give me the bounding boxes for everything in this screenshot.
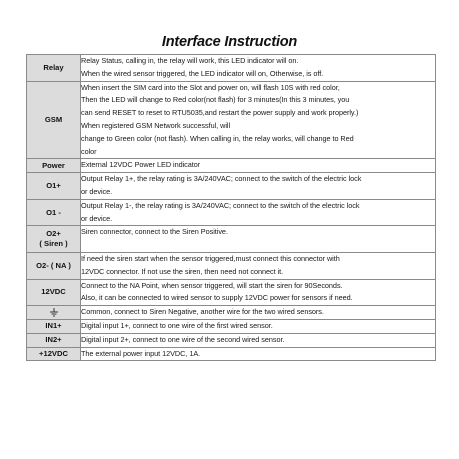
desc-line: Digital input 1+, connect to one wire of the first wired sensor. — [81, 320, 273, 330]
table-row — [27, 55, 436, 82]
label-line: O1+ — [46, 180, 61, 190]
label-line: IN1+ — [45, 321, 62, 331]
desc-line: When the wired sensor triggered, the LED indicator will on, Otherwise, is off. — [81, 68, 324, 78]
table-row — [27, 306, 436, 320]
table-row — [27, 252, 436, 279]
row-label-ground — [27, 306, 81, 320]
label-line: O2- ( NA ) — [36, 260, 71, 270]
row-label-12vdc — [27, 279, 81, 306]
row-desc-12vdc — [81, 279, 436, 306]
label-line: +12VDC — [39, 348, 68, 358]
row-label-power — [27, 159, 81, 173]
row-label-o1-minus — [27, 199, 81, 226]
row-label-in1-plus — [27, 319, 81, 333]
table-row — [27, 347, 436, 361]
table-row — [27, 173, 436, 200]
table-row — [27, 81, 436, 159]
desc-line: If need the siren start when the sensor triggered,must connect this connector with — [81, 253, 340, 263]
row-desc-relay — [81, 55, 436, 82]
row-label-o2-minus — [27, 252, 81, 279]
desc-line: External 12VDC Power LED indicator — [81, 160, 201, 170]
ground-symbol-icon — [49, 308, 59, 317]
table-row — [27, 319, 436, 333]
desc-line: change to Green color (not flash). When calling in, the relay works, will change to Red — [81, 133, 354, 143]
desc-line: Output Relay 1-, the relay rating is 3A/240VAC; connect to the switch of the electric lock — [81, 200, 360, 210]
label-line: O1 - — [46, 207, 61, 217]
row-desc-o1-plus — [81, 173, 436, 200]
label-line: Power — [42, 160, 65, 170]
desc-line: Then the LED will change to Red color(not flash) for 3 minutes(In this 3 minutes, you — [81, 95, 350, 105]
label-line: ( Siren ) — [39, 239, 68, 249]
interface-table-body — [27, 55, 436, 361]
desc-line: 12VDC connector. If not use the siren, then need not connect it. — [81, 266, 284, 276]
page-title: Interface Instruction — [161, 34, 298, 50]
desc-line — [81, 239, 435, 252]
desc-line: The external power input 12VDC, 1A. — [81, 348, 201, 358]
row-label-o1-plus — [27, 173, 81, 200]
desc-line: Relay Status, calling in, the relay will work, this LED indicator will on. — [81, 56, 299, 65]
desc-line: Siren connector, connect to the Siren Positive. — [81, 227, 228, 237]
desc-line: When insert the SIM card into the Slot and power on, will flash 10S with red color, — [81, 82, 340, 92]
table-row — [27, 199, 436, 226]
table-row — [27, 159, 436, 173]
label-line: IN2+ — [45, 335, 62, 345]
row-label-plus-12vdc — [27, 347, 81, 361]
row-desc-power — [81, 159, 436, 173]
label-line: O2+ — [46, 229, 61, 239]
table-row — [27, 333, 436, 347]
row-desc-gsm — [81, 81, 436, 159]
label-line: Relay — [43, 62, 64, 72]
row-desc-in1-plus — [81, 319, 436, 333]
row-label-o2-plus — [27, 226, 81, 253]
desc-line: Connect to the NA Point, when sensor triggered, will start the siren for 90Seconds. — [81, 280, 343, 290]
row-desc-plus-12vdc — [81, 347, 436, 361]
label-line: 12VDC — [41, 287, 66, 297]
row-desc-o2-plus — [81, 226, 436, 253]
row-label-gsm — [27, 81, 81, 159]
table-row — [27, 279, 436, 306]
desc-line: Output Relay 1+, the relay rating is 3A/240VAC; connect to the switch of the electric lock — [81, 174, 362, 184]
desc-line: Also, it can be connected to wired sensor to supply 12VDC power for sensors if need. — [81, 293, 353, 303]
interface-table — [26, 54, 436, 361]
table-row — [27, 226, 436, 253]
row-desc-ground — [81, 306, 436, 320]
label-line: GSM — [44, 114, 63, 124]
desc-line: Digital input 2+, connect to one wire of the second wired sensor. — [81, 334, 285, 344]
row-desc-o2-minus — [81, 252, 436, 279]
desc-line: can send RESET to reset to RTU5035,and restart the power supply and work properly.) — [81, 108, 359, 118]
desc-line: color — [81, 146, 97, 156]
desc-line: or device. — [81, 213, 113, 223]
desc-line: or device. — [81, 186, 113, 196]
desc-line: Common, connect to Siren Negative, another wire for the two wired sensors. — [81, 307, 324, 317]
row-label-relay — [27, 55, 81, 82]
row-desc-o1-minus — [81, 199, 436, 226]
row-label-in2-plus — [27, 333, 81, 347]
row-desc-in2-plus — [81, 333, 436, 347]
desc-line: When registered GSM Network successful, will — [81, 120, 231, 130]
